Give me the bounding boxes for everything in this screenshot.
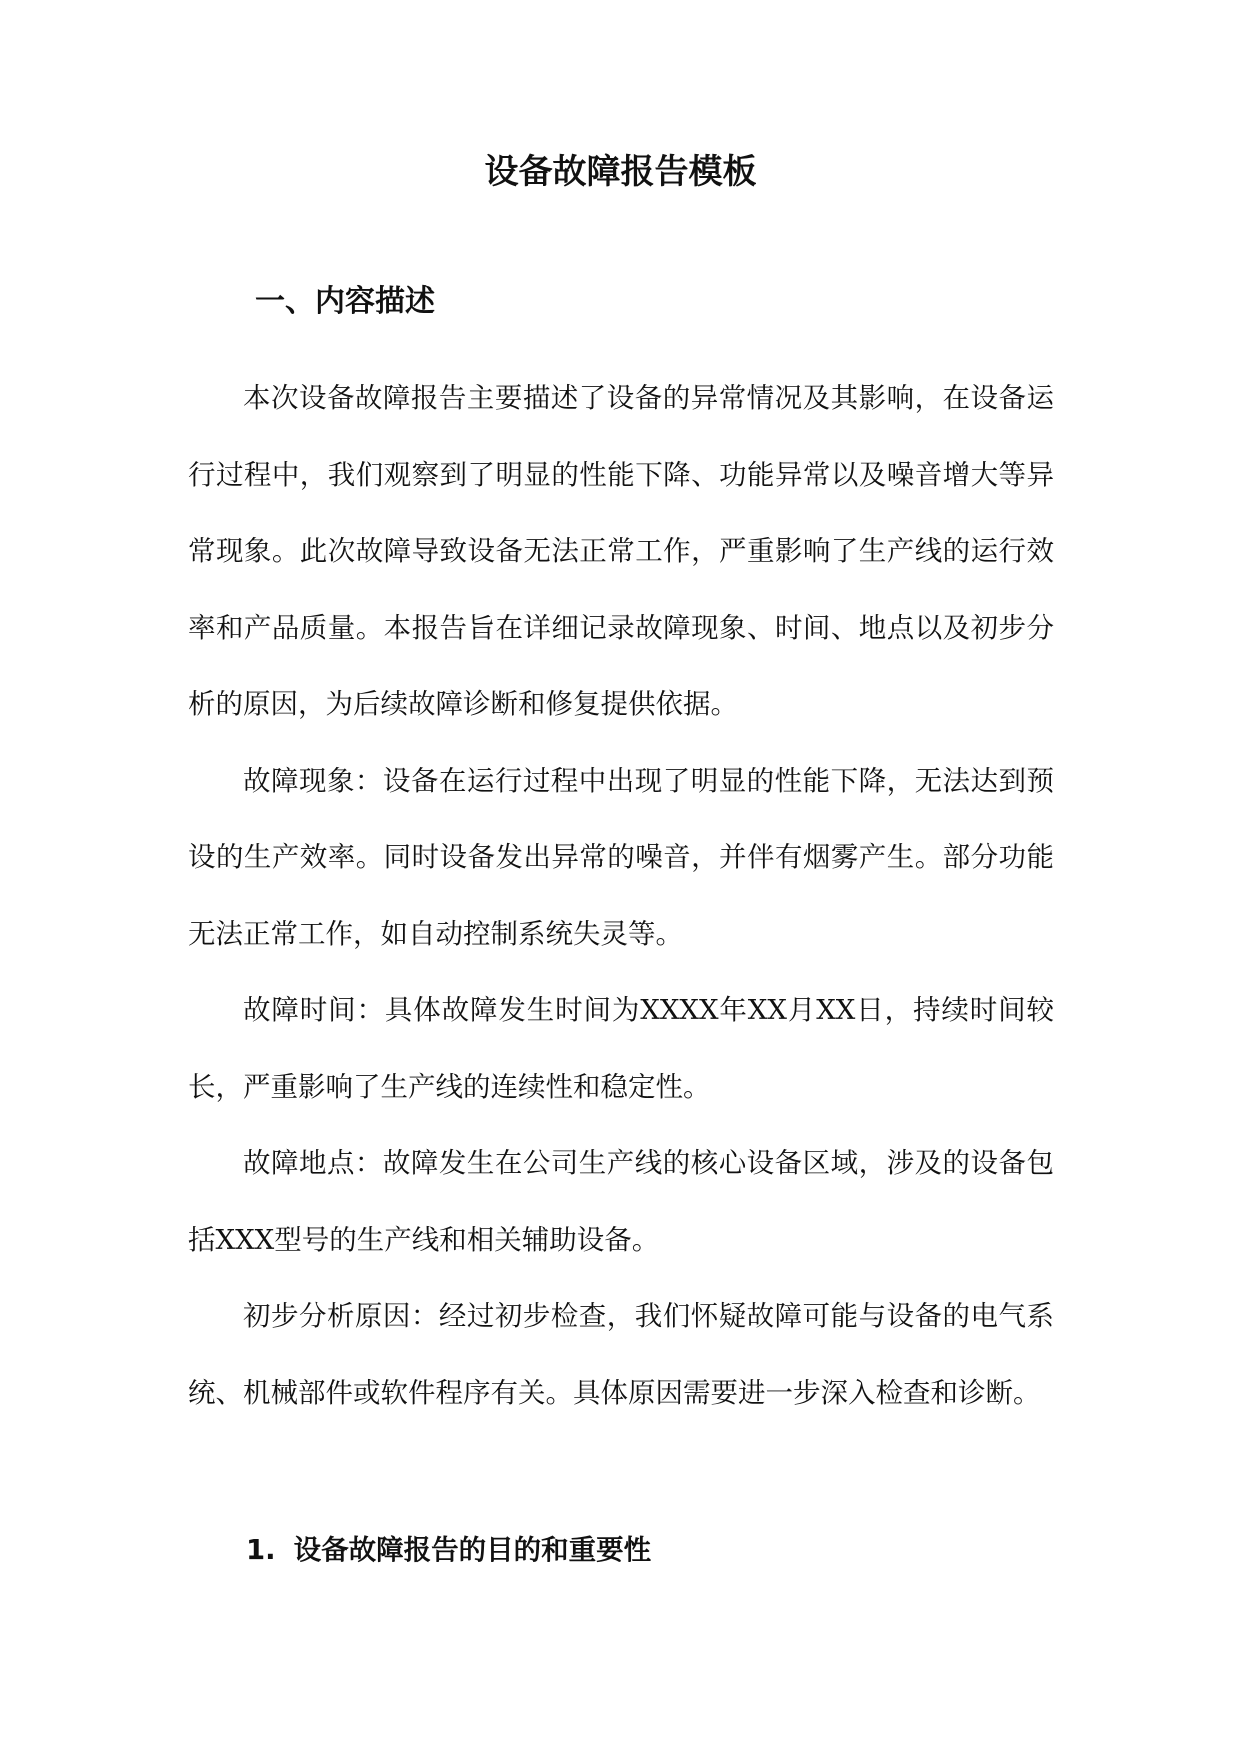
- sub-heading-text: 设备故障报告的目的和重要性: [293, 1534, 652, 1566]
- section-heading: 一、内容描述: [255, 284, 435, 319]
- document-title: 设备故障报告模板: [484, 152, 757, 192]
- body-text: [188, 360, 1054, 1431]
- paragraph-fault-time: 故障时间：具体故障发生时间为XXXX年XX月XX日，持续时间较长，严重影响了生产线的连续性和稳定性。: [188, 994, 1054, 1103]
- paragraph-overview: 本次设备故障报告主要描述了设备的异常情况及其影响，在设备运行过程中，我们观察到了明显的性能下降、功能异常以及噪音增大等异常现象。此次故障导致设备无法正常工作，严重影响了生产线的运行效率和产品质量。本报告旨在详细记录故障现象、时间、地点以及初步分析的原因，为后续故障诊断和修复提供依据。: [188, 382, 1054, 720]
- paragraph-preliminary-cause: 初步分析原因：经过初步检查，我们怀疑故障可能与设备的电气系统、机械部件或软件程序有关。具体原因需要进一步深入检查和诊断。: [188, 1300, 1054, 1409]
- paragraph-fault-symptoms: 故障现象：设备在运行过程中出现了明显的性能下降，无法达到预设的生产效率。同时设备发出异常的噪音，并伴有烟雾产生。部分功能无法正常工作，如自动控制系统失灵等。: [188, 764, 1054, 950]
- sub-heading-number: 1.: [246, 1534, 276, 1566]
- paragraph-fault-location: 故障地点：故障发生在公司生产线的核心设备区域，涉及的设备包括XXX型号的生产线和相关辅助设备。: [188, 1147, 1054, 1256]
- sub-heading: [246, 1530, 651, 1570]
